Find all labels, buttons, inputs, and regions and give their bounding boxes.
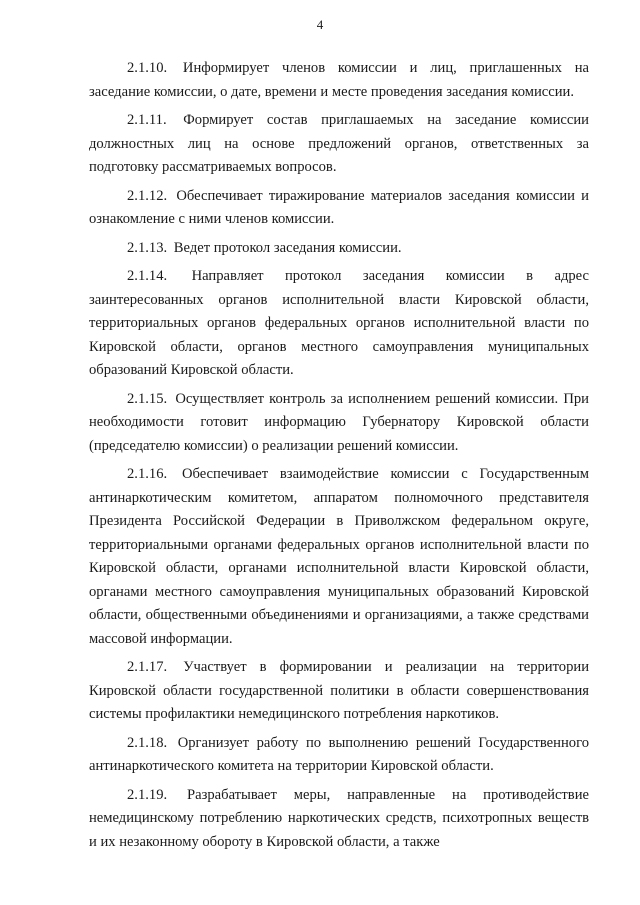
paragraph-number: 2.1.18. bbox=[127, 734, 168, 751]
paragraph-2-1-19 bbox=[89, 784, 589, 855]
paragraph-2-1-10 bbox=[89, 57, 589, 104]
paragraph-text: Организует работу по выполнению решений Государственного антинаркотического комитета на территории Кировской области. bbox=[89, 734, 589, 774]
paragraph-number: 2.1.10. bbox=[127, 60, 168, 76]
paragraph-number: 2.1.15. bbox=[127, 390, 168, 407]
paragraph-number: 2.1.19. bbox=[127, 786, 168, 803]
paragraph-2-1-12 bbox=[89, 185, 589, 232]
paragraph-number: 2.1.11. bbox=[127, 112, 167, 128]
paragraph-2-1-17 bbox=[89, 656, 589, 727]
paragraph-text: Обеспечивает взаимодействие комиссии с Государственным антинаркотическим комитетом, аппаратом полномочного представителя Президента Российской Федерации в Приволжском федеральном округе, территориальными органами федеральных органов исполнительной власти по Кировской области, органами исполнительной власти Кировской области, органами местного самоуправления муниципальных образований Кировской области, общественными объединениями и организациями, а также средствами массовой информации. bbox=[89, 466, 590, 647]
paragraph-text: Информирует членов комиссии и лиц, приглашенных на заседание комиссии, о дате, времени и месте проведения заседания комиссии. bbox=[89, 60, 589, 100]
paragraph-2-1-15 bbox=[89, 388, 589, 459]
paragraph-number: 2.1.16. bbox=[127, 466, 168, 482]
paragraph-2-1-14 bbox=[89, 265, 589, 383]
paragraph-number: 2.1.17. bbox=[127, 659, 168, 675]
paragraph-text: Направляет протокол заседания комиссии в адрес заинтересованных органов исполнительной власти Кировской области, территориальных органов федеральных органов исполнительной власти по Кировской области, органов местного самоуправления муниципальных образований Кировской области. bbox=[89, 268, 589, 378]
paragraph-text: Разрабатывает меры, направленные на противодействие немедицинскому потреблению наркотических средств, психотропных веществ и их незаконному обороту в Кировской области, а также bbox=[89, 786, 589, 850]
paragraph-number: 2.1.14. bbox=[127, 268, 168, 284]
paragraph-text: Осуществляет контроль за исполнением решений комиссии. При необходимости готовит информацию Губернатору Кировской области (председателю комиссии) о реализации решений комиссии. bbox=[89, 390, 589, 454]
paragraph-text: Обеспечивает тиражирование материалов заседания комиссии и ознакомление с ними членов комиссии. bbox=[89, 187, 589, 227]
document-body bbox=[89, 57, 589, 859]
paragraph-2-1-11 bbox=[89, 109, 589, 180]
paragraph-2-1-16 bbox=[89, 463, 589, 651]
paragraph-number: 2.1.13. bbox=[127, 239, 168, 256]
paragraph-2-1-18 bbox=[89, 732, 589, 779]
paragraph-2-1-13 bbox=[89, 237, 589, 261]
paragraph-text: Формирует состав приглашаемых на заседание комиссии должностных лиц на основе предложений органов, ответственных за подготовку рассматриваемых вопросов. bbox=[89, 112, 589, 175]
page-number: 4 bbox=[316, 17, 324, 32]
paragraph-text: Ведет протокол заседания комиссии. bbox=[173, 239, 402, 256]
paragraph-number: 2.1.12. bbox=[127, 187, 168, 204]
paragraph-text: Участвует в формировании и реализации на территории Кировской области государственной политики в области совершенствования системы профилактики немедицинского потребления наркотиков. bbox=[89, 659, 589, 722]
